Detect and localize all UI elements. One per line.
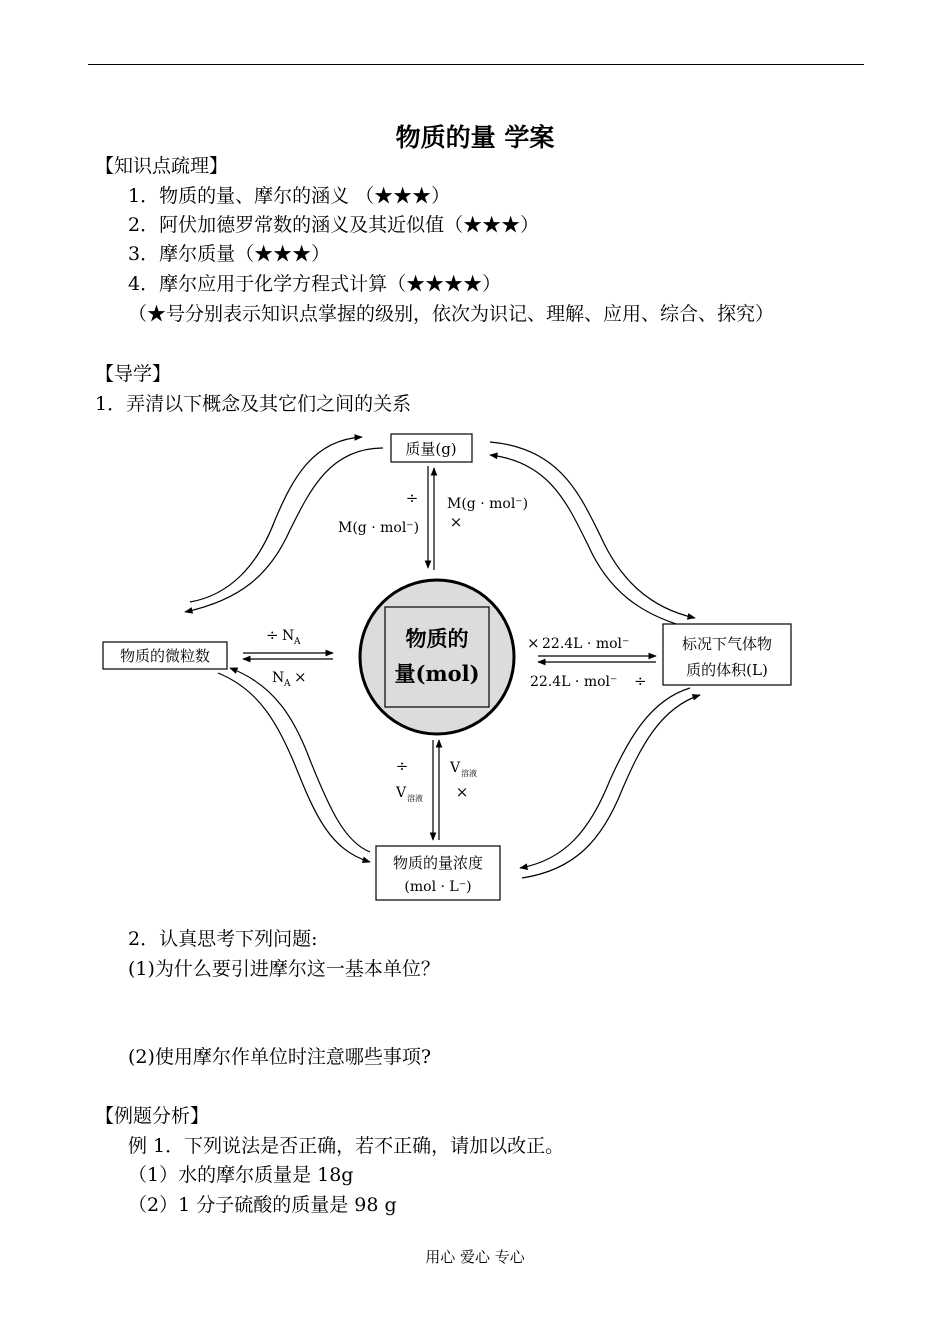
- gas-label-line2: 质的体积(L): [686, 661, 768, 679]
- op-div-mass: ÷: [405, 489, 419, 507]
- v-left-base: V: [396, 785, 407, 801]
- mass-label: 质量(g): [405, 440, 457, 458]
- guide-heading: 【导学】: [95, 363, 172, 385]
- conc-label-line1: 物质的量浓度: [392, 854, 484, 872]
- arrow-particles-center: [243, 653, 333, 659]
- arrow-center-gas: [538, 656, 656, 662]
- knowledge-item-1: 1．物质的量、摩尔的涵义 （★★★）: [128, 185, 451, 207]
- particles-label: 物质的微粒数: [119, 647, 211, 665]
- guide-question-2: 2．认真思考下列问题:: [128, 928, 318, 950]
- guide-question-2a: (1)为什么要引进摩尔这一基本单位？: [128, 958, 440, 980]
- examples-heading: 【例题分析】: [95, 1105, 210, 1127]
- center-circle: [360, 580, 514, 734]
- op-mul-v: ×: [455, 783, 469, 801]
- op-mul-mass: ×: [449, 513, 463, 531]
- na-top-sub: A: [294, 637, 301, 647]
- page-title: 物质的量 学案: [395, 123, 555, 152]
- example-1-part-2: （2）1 分子硫酸的质量是 98 g: [128, 1194, 397, 1216]
- knowledge-item-4: 4．摩尔应用于化学方程式计算（★★★★）: [128, 273, 502, 295]
- center-label-line1: 物质的: [405, 626, 469, 651]
- v-right-base: V: [450, 760, 461, 776]
- knowledge-item-3: 3．摩尔质量（★★★）: [128, 243, 331, 265]
- footer-motto: 用心 爱心 专心: [425, 1248, 525, 1266]
- guide-question-2b: (2)使用摩尔作单位时注意哪些事项?: [128, 1046, 432, 1068]
- arrow-mass-center: [428, 466, 434, 570]
- curve-gas-conc: [520, 688, 700, 878]
- na-top-base: N: [282, 628, 295, 644]
- molar-mass-left: M(g · mol⁻): [338, 520, 420, 536]
- arrow-center-conc: [433, 740, 439, 840]
- na-bottom-sub: A: [284, 679, 291, 689]
- op-div-na: ÷: [266, 626, 279, 644]
- knowledge-item-2: 2．阿伏加德罗常数的涵义及其近似值（★★★）: [128, 214, 540, 236]
- knowledge-note: （★号分别表示知识点掌握的级别，依次为识记、理解、应用、综合、探究）: [128, 303, 775, 325]
- v-right-sub: 溶液: [461, 769, 477, 778]
- op-mul-vm: ×: [527, 634, 540, 652]
- molar-mass-right: M(g · mol⁻): [447, 496, 529, 512]
- curve-particles-conc: [218, 668, 370, 862]
- curve-mass-gas: [490, 442, 695, 628]
- molar-volume-bottom: 22.4L · mol⁻: [530, 674, 618, 690]
- guide-question-1: 1．弄清以下概念及其它们之间的关系: [95, 393, 412, 415]
- op-mul-na: ×: [294, 668, 307, 686]
- v-left-sub: 溶液: [407, 794, 423, 803]
- op-div-v: ÷: [395, 757, 409, 775]
- conc-label-line2: (mol · L⁻): [404, 879, 472, 895]
- knowledge-heading: 【知识点疏理】: [95, 155, 229, 177]
- gas-label-line1: 标况下气体物: [681, 635, 773, 653]
- molar-volume-top: 22.4L · mol⁻: [542, 636, 630, 652]
- example-1: 例 1．下列说法是否正确，若不正确，请加以改正。: [128, 1135, 565, 1157]
- op-div-vm: ÷: [634, 672, 647, 690]
- na-bottom-base: N: [272, 670, 285, 686]
- example-1-part-1: （1）水的摩尔质量是 18g: [128, 1164, 354, 1186]
- center-label-line2: 量(mol): [394, 661, 480, 686]
